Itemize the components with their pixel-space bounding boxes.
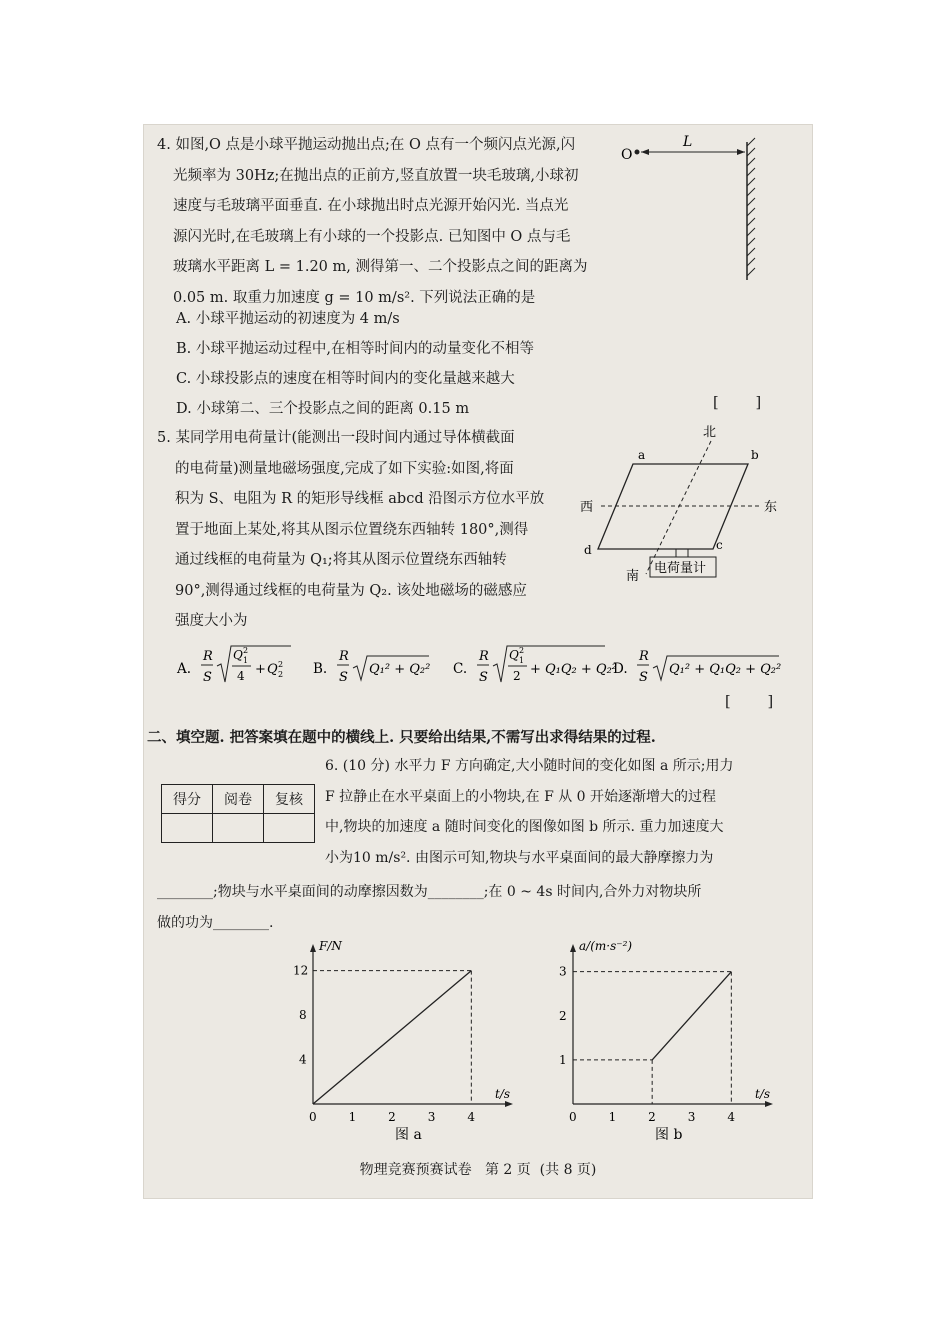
x-tick-label: 2 bbox=[388, 1110, 396, 1124]
svg-text:A.: A. bbox=[177, 661, 192, 677]
score-cell[interactable] bbox=[264, 814, 315, 843]
score-cell[interactable] bbox=[213, 814, 264, 843]
svg-text:Q₁² + Q₁Q₂ + Q₂²: Q₁² + Q₁Q₂ + Q₂² bbox=[669, 662, 782, 677]
o-label: O bbox=[621, 147, 633, 163]
q5-figure bbox=[568, 419, 788, 589]
chart-b bbox=[543, 932, 793, 1147]
label-c: c bbox=[716, 538, 723, 552]
svg-text:1: 1 bbox=[243, 656, 249, 665]
x-axis-arrow bbox=[505, 1101, 513, 1107]
q5-option-c bbox=[453, 646, 617, 685]
label-d: d bbox=[584, 543, 592, 557]
label-west: 西 bbox=[580, 500, 594, 515]
svg-text:+: + bbox=[255, 662, 266, 677]
x-axis-label: t/s bbox=[755, 1087, 771, 1101]
q5-option-d bbox=[613, 649, 781, 685]
y-tick-label: 3 bbox=[559, 964, 567, 979]
x-tick-label: 4 bbox=[727, 1110, 735, 1124]
q6-line: ________;物块与水平桌面间的动摩擦因数为________;在 0 ~ 4s 时间内,合外力对物块所 bbox=[157, 884, 702, 900]
svg-text:Q: Q bbox=[267, 662, 278, 677]
q4-line: 源闪光时,在毛玻璃上有小球的一个投影点. 已知图中 O 点与毛 bbox=[173, 228, 571, 245]
y-tick-label: 8 bbox=[299, 1008, 307, 1023]
q5-option-b bbox=[313, 649, 430, 685]
y-axis-label: a/(m·s⁻²) bbox=[579, 939, 633, 953]
x-tick-label: 3 bbox=[427, 1110, 436, 1124]
svg-text:R: R bbox=[639, 649, 649, 664]
svg-text:4: 4 bbox=[237, 669, 245, 683]
q4-line: 0.05 m. 取重力加速度 g = 10 m/s². 下列说法正确的是 bbox=[173, 289, 536, 306]
svg-text:R: R bbox=[339, 649, 349, 664]
exam-page bbox=[143, 124, 813, 1199]
x-tick-label: 4 bbox=[467, 1110, 475, 1124]
q6-line: F 拉静止在水平桌面上的小物块,在 F 从 0 开始逐渐增大的过程 bbox=[325, 788, 717, 805]
svg-text:S: S bbox=[339, 670, 348, 685]
x-tick-label: 0 bbox=[309, 1110, 317, 1124]
q5-line: 90°,测得通过线框的电荷量为 Q₂. 该处地磁场的磁感应 bbox=[175, 582, 527, 599]
score-header: 得分 bbox=[162, 785, 213, 814]
x-axis-label: t/s bbox=[495, 1087, 511, 1101]
x-tick-label: 1 bbox=[348, 1110, 357, 1124]
q4-line: 4. 如图,O 点是小球平抛运动抛出点;在 O 点有一个频闪点光源,闪 bbox=[157, 137, 576, 153]
svg-text:Q: Q bbox=[509, 648, 519, 662]
label-b: b bbox=[751, 448, 759, 462]
q5-line: 积为 S、电阻为 R 的矩形导线框 abcd 沿图示方位水平放 bbox=[175, 491, 545, 507]
y-tick-label: 12 bbox=[293, 963, 309, 978]
y-tick-label: 4 bbox=[299, 1052, 307, 1067]
svg-text:B.: B. bbox=[313, 661, 328, 677]
svg-text:R: R bbox=[479, 649, 489, 664]
score-cell[interactable] bbox=[162, 814, 213, 843]
x-tick-label: 0 bbox=[569, 1110, 577, 1124]
chart-a bbox=[283, 932, 533, 1147]
score-table bbox=[161, 784, 315, 843]
svg-text:2: 2 bbox=[243, 646, 249, 655]
x-tick-label: 3 bbox=[687, 1110, 696, 1124]
question-5-text bbox=[157, 423, 544, 637]
svg-text:S: S bbox=[479, 670, 488, 685]
score-header: 阅卷 bbox=[213, 785, 264, 814]
q4-figure bbox=[613, 130, 783, 285]
chart-caption: 图 a bbox=[395, 1127, 422, 1143]
q4-option-d: D. 小球第二、三个投影点之间的距离 0.15 m bbox=[176, 401, 470, 417]
svg-text:S: S bbox=[203, 670, 212, 685]
q4-line: 玻璃水平距离 L = 1.20 m, 测得第一、二个投影点之间的距离为 bbox=[173, 259, 588, 275]
page-footer: 物理竞赛预赛试卷 第 2 页 (共 8 页) bbox=[359, 1162, 597, 1178]
arrow-right bbox=[737, 149, 745, 155]
svg-text:1: 1 bbox=[519, 656, 525, 665]
q5-line: 强度大小为 bbox=[175, 613, 248, 629]
point-o bbox=[635, 150, 640, 155]
svg-text:2: 2 bbox=[519, 646, 525, 655]
q5-line: 的电荷量)测量地磁场强度,完成了如下实验:如图,将面 bbox=[175, 460, 514, 477]
q5-line: 5. 某同学用电荷量计(能测出一段时间内通过导体横截面 bbox=[157, 430, 515, 446]
charge-meter-label: 电荷量计 bbox=[654, 561, 707, 576]
q6-line: 中,物块的加速度 a 随时间变化的图像如图 b 所示. 重力加速度大 bbox=[325, 819, 724, 835]
svg-text:S: S bbox=[639, 670, 648, 685]
y-tick-label: 2 bbox=[559, 1008, 567, 1023]
north-south-line bbox=[646, 441, 711, 574]
q4-line: 速度与毛玻璃平面垂直. 在小球抛出时点光源开始闪光. 当点光 bbox=[173, 198, 569, 214]
q5-options bbox=[173, 642, 783, 690]
q6-line: 6. (10 分) 水平力 F 方向确定,大小随时间的变化如图 a 所示;用力 bbox=[325, 758, 734, 774]
svg-text:Q: Q bbox=[233, 648, 243, 662]
y-axis-label: F/N bbox=[319, 939, 342, 953]
svg-text:R: R bbox=[203, 649, 213, 664]
label-east: 东 bbox=[764, 500, 778, 515]
x-tick-label: 2 bbox=[648, 1110, 656, 1124]
question-6-text-cont bbox=[157, 877, 701, 938]
chart-caption: 图 b bbox=[655, 1127, 683, 1143]
svg-text:+ Q₁Q₂ + Q₂²: + Q₁Q₂ + Q₂² bbox=[530, 662, 618, 677]
question-6-text bbox=[325, 751, 733, 873]
label-a: a bbox=[638, 448, 646, 462]
q4-option-c: C. 小球投影点的速度在相等时间内的变化量越来越大 bbox=[176, 371, 515, 387]
l-label: L bbox=[683, 134, 693, 150]
y-tick-label: 1 bbox=[559, 1052, 567, 1067]
series-line bbox=[652, 972, 731, 1060]
label-north: 北 bbox=[703, 425, 717, 440]
question-4-text bbox=[157, 130, 587, 313]
svg-text:C.: C. bbox=[453, 661, 468, 677]
score-header: 复核 bbox=[264, 785, 315, 814]
q4-answer-bracket: [ ] bbox=[713, 395, 762, 411]
q5-answer-bracket: [ ] bbox=[725, 694, 774, 710]
svg-text:Q₁² + Q₂²: Q₁² + Q₂² bbox=[369, 662, 431, 677]
svg-text:2: 2 bbox=[513, 669, 521, 683]
glass-hatching bbox=[747, 138, 755, 276]
series-line bbox=[313, 971, 471, 1104]
q4-option-a: A. 小球平抛运动的初速度为 4 m/s bbox=[176, 311, 400, 327]
q4-option-b: B. 小球平抛运动过程中,在相等时间内的动量变化不相等 bbox=[176, 341, 534, 357]
q6-line: 做的功为________. bbox=[157, 914, 274, 931]
y-axis-arrow bbox=[310, 944, 316, 952]
section-2-title: 二、填空题. 把答案填在题中的横线上. 只要给出结果,不需写出求得结果的过程. bbox=[147, 729, 656, 746]
svg-text:2: 2 bbox=[278, 670, 284, 679]
q4-line: 光频率为 30Hz;在抛出点的正前方,竖直放置一块毛玻璃,小球初 bbox=[173, 167, 579, 184]
q5-line: 通过线框的电荷量为 Q₁;将其从图示位置绕东西轴转 bbox=[175, 552, 507, 568]
svg-text:D.: D. bbox=[613, 661, 628, 677]
svg-text:2: 2 bbox=[278, 660, 284, 669]
q5-line: 置于地面上某处,将其从图示位置绕东西轴转 180°,测得 bbox=[175, 521, 529, 538]
y-axis-arrow bbox=[570, 944, 576, 952]
x-axis-arrow bbox=[765, 1101, 773, 1107]
label-south: 南 bbox=[626, 569, 640, 584]
arrow-left bbox=[641, 149, 649, 155]
x-tick-label: 1 bbox=[608, 1110, 617, 1124]
q5-option-a bbox=[176, 646, 291, 685]
q6-line: 小为10 m/s². 由图示可知,物块与水平桌面间的最大静摩擦力为 bbox=[325, 849, 714, 866]
